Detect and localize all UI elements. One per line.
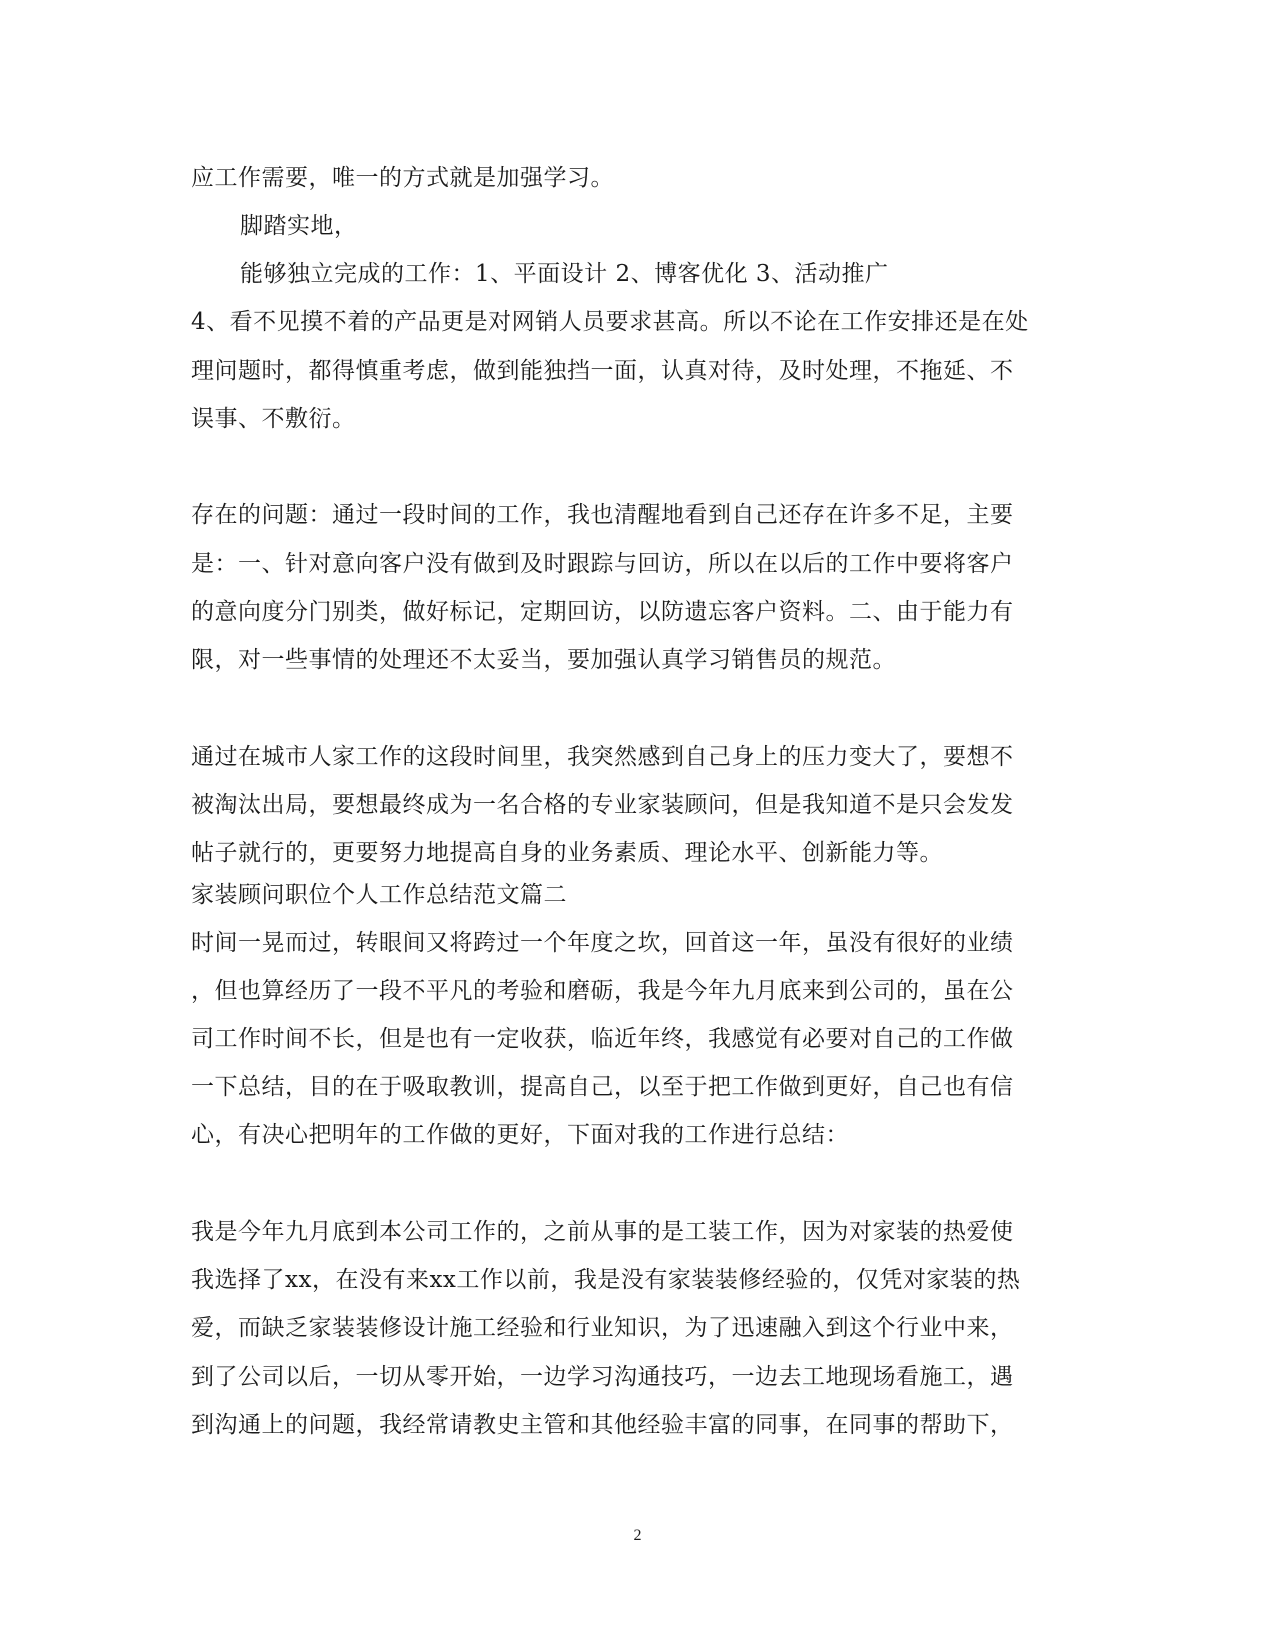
text-line: 理问题时，都得慎重考虑，做到能独挡一面，认真对待，及时处理，不拖延、不 <box>191 358 1014 384</box>
text-line: 能够独立完成的工作：1、平面设计 2、博客优化 3、活动推广 <box>240 261 889 287</box>
text-line: 帖子就行的，更要努力地提高自身的业务素质、理论水平、创新能力等。 <box>191 840 943 866</box>
page-number: 2 <box>633 1527 642 1544</box>
text-line: 心，有决心把明年的工作做的更好，下面对我的工作进行总结： <box>191 1122 849 1148</box>
text-line: 到沟通上的问题，我经常请教史主管和其他经验丰富的同事，在同事的帮助下， <box>191 1412 1014 1438</box>
text-line: ，但也算经历了一段不平凡的考验和磨砺，我是今年九月底来到公司的，虽在公 <box>191 978 1014 1004</box>
text-line: 通过在城市人家工作的这段时间里，我突然感到自己身上的压力变大了，要想不 <box>191 744 1014 770</box>
text-line: 是：一、针对意向客户没有做到及时跟踪与回访，所以在以后的工作中要将客户 <box>191 551 1014 577</box>
text-line: 限，对一些事情的处理还不太妥当，要加强认真学习销售员的规范。 <box>191 647 896 673</box>
section-heading: 家装顾问职位个人工作总结范文篇二 <box>191 882 567 908</box>
text-line: 一下总结，目的在于吸取教训，提高自己，以至于把工作做到更好，自己也有信 <box>191 1074 1014 1100</box>
text-line: 我是今年九月底到本公司工作的，之前从事的是工装工作，因为对家装的热爱使 <box>191 1219 1014 1245</box>
text-line: 脚踏实地， <box>240 213 358 239</box>
text-line: 我选择了xx，在没有来xx工作以前，我是没有家装装修经验的，仅凭对家装的热 <box>191 1267 1021 1293</box>
text-line: 司工作时间不长，但是也有一定收获，临近年终，我感觉有必要对自己的工作做 <box>191 1026 1014 1052</box>
text-line: 的意向度分门别类，做好标记，定期回访，以防遗忘客户资料。二、由于能力有 <box>191 599 1014 625</box>
text-line: 爱，而缺乏家装装修设计施工经验和行业知识，为了迅速融入到这个行业中来， <box>191 1315 1014 1341</box>
text-line: 时间一晃而过，转眼间又将跨过一个年度之坎，回首这一年，虽没有很好的业绩 <box>191 930 1014 956</box>
text-line: 误事、不敷衍。 <box>191 406 356 432</box>
text-line: 到了公司以后，一切从零开始，一边学习沟通技巧，一边去工地现场看施工，遇 <box>191 1364 1014 1390</box>
text-line: 被淘汰出局，要想最终成为一名合格的专业家装顾问，但是我知道不是只会发发 <box>191 792 1014 818</box>
text-line: 存在的问题：通过一段时间的工作，我也清醒地看到自己还存在许多不足，主要 <box>191 502 1014 528</box>
text-line: 4、看不见摸不着的产品更是对网销人员要求甚高。所以不论在工作安排还是在处 <box>191 309 1029 335</box>
text-line: 应工作需要，唯一的方式就是加强学习。 <box>191 165 614 191</box>
